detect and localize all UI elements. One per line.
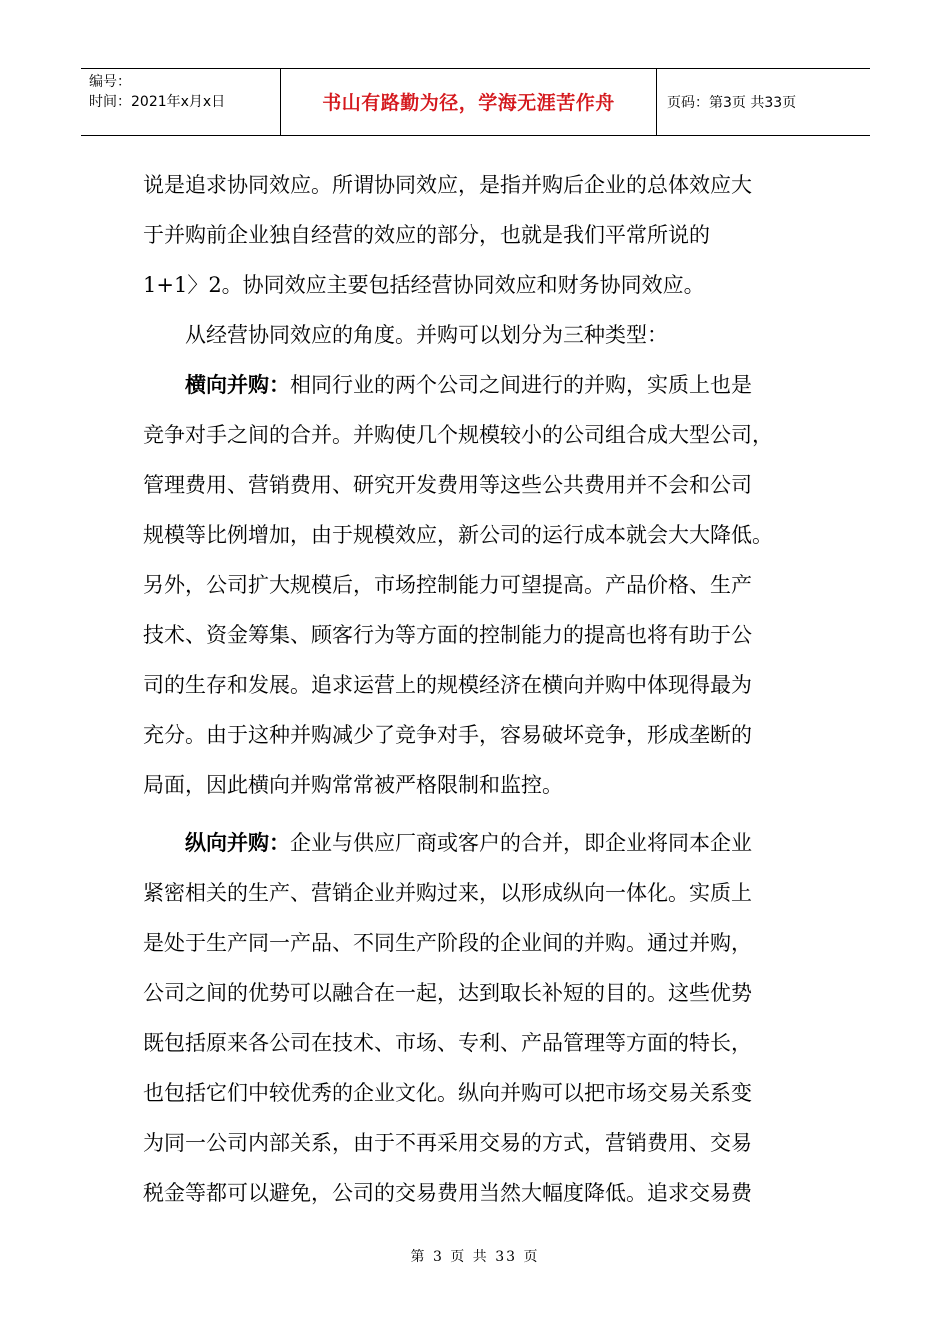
paragraph-line: 技术、资金筹集、顾客行为等方面的控制能力的提高也将有助于公 (143, 623, 752, 647)
header-page-info: 页码：第3页 共33页 (667, 95, 797, 111)
document-header (81, 68, 870, 136)
paragraph-line: 是处于生产同一产品、不同生产阶段的企业间的并购。通过并购， (143, 931, 752, 955)
paragraph-line: 从经营协同效应的角度。并购可以划分为三种类型： (185, 323, 668, 347)
header-meta (81, 69, 281, 135)
term-horizontal-merger: 横向并购： (185, 372, 290, 397)
number-label: 编号： (89, 74, 131, 90)
paragraph-line: 司的生存和发展。追求运营上的规模经济在横向并购中体现得最为 (143, 673, 752, 697)
paragraph-line: 于并购前企业独自经营的效应的部分，也就是我们平常所说的 (143, 223, 710, 247)
paragraph-line: 1+1〉2。协同效应主要包括经营协同效应和财务协同效应。 (143, 273, 705, 297)
paragraph-line: 税金等都可以避免，公司的交易费用当然大幅度降低。追求交易费 (143, 1181, 752, 1205)
paragraph-line: 公司之间的优势可以融合在一起，达到取长补短的目的。这些优势 (143, 981, 752, 1005)
header-motto: 书山有路勤为径，学海无涯苦作舟 (281, 69, 657, 135)
paragraph-first-line (143, 360, 823, 410)
paragraph-line: 紧密相关的生产、营销企业并购过来，以形成纵向一体化。实质上 (143, 881, 752, 905)
paragraph-line: 管理费用、营销费用、研究开发费用等这些公共费用并不会和公司 (143, 473, 752, 497)
page-footer: 第 3 页 共 33 页 (410, 1249, 540, 1265)
paragraph-line: 局面，因此横向并购常常被严格限制和监控。 (143, 773, 563, 797)
paragraph-line: 规模等比例增加，由于规模效应，新公司的运行成本就会大大降低。 (143, 523, 773, 547)
term-vertical-merger: 纵向并购： (185, 830, 290, 855)
paragraph-text: 相同行业的两个公司之间进行的并购，实质上也是 (290, 373, 752, 397)
paragraph-line: 既包括原来各公司在技术、市场、专利、产品管理等方面的特长， (143, 1031, 752, 1055)
paragraph-line: 竞争对手之间的合并。并购使几个规模较小的公司组合成大型公司， (143, 423, 773, 447)
paragraph-line: 也包括它们中较优秀的企业文化。纵向并购可以把市场交易关系变 (143, 1081, 752, 1105)
paragraph-text: 企业与供应厂商或客户的合并，即企业将同本企业 (290, 831, 752, 855)
paragraph-line: 另外，公司扩大规模后，市场控制能力可望提高。产品价格、生产 (143, 573, 752, 597)
paragraph-line: 说是追求协同效应。所谓协同效应，是指并购后企业的总体效应大 (143, 173, 752, 197)
paragraph-line: 充分。由于这种并购减少了竞争对手，容易破坏竞争，形成垄断的 (143, 723, 752, 747)
paragraph-first-line (143, 818, 823, 868)
paragraph-line: 为同一公司内部关系，由于不再采用交易的方式，营销费用、交易 (143, 1131, 752, 1155)
document-body (143, 160, 823, 1218)
time-label: 时间：2021年x月x日 (89, 94, 226, 110)
